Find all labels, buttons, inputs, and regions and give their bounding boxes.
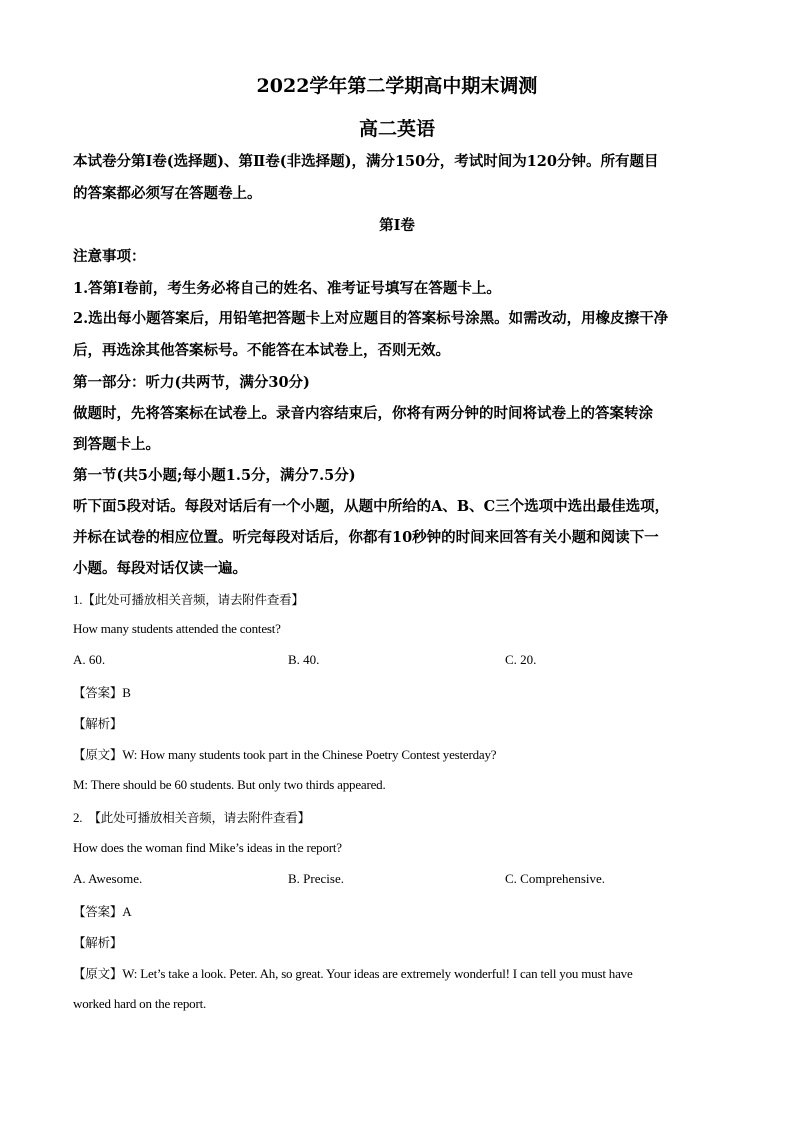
q2-answer-label: 【答案】 — [73, 904, 123, 919]
q1-question: How many students attended the contest? — [73, 621, 281, 636]
q2-answer: A — [122, 904, 132, 919]
part1-instruction-line-2: 到答题卡上。 — [73, 436, 160, 453]
q2-analysis-line — [73, 933, 733, 951]
q1-analysis-line — [73, 714, 733, 732]
section1-instruction-line-1: 听下面5段对话。每段对话后有一个小题，从题中所给的A、B、C三个选项中选出最佳选项， — [73, 498, 670, 515]
q2-original-text-1: W: Let’s take a look. Peter. Ah, so great. Your ideas are extremely wonderful! I can tell you must have — [122, 966, 633, 981]
q2-original-line-2: worked hard on the report. — [73, 996, 207, 1011]
q1-answer-label: 【答案】 — [73, 685, 123, 700]
q2-original-line-1 — [73, 964, 733, 982]
q2-analysis-label: 【解析】 — [73, 935, 123, 950]
section1-heading: 第一节(共5小题;每小题1.5分，满分7.5分) — [73, 467, 356, 484]
intro-line-1: 本试卷分第Ⅰ卷(选择题)、第Ⅱ卷(非选择题)，满分150分，考试时间为120分钟。所有题目 — [73, 153, 659, 170]
q1-original-text-1: W: How many students took part in the Chinese Poetry Contest yesterday? — [122, 747, 497, 762]
part1-instruction-line-1: 做题时，先将答案标在试卷上。录音内容结束后，你将有两分钟的时间将试卷上的答案转涂 — [73, 405, 653, 422]
q1-original-line-2: M: There should be 60 students. But only two thirds appeared. — [73, 777, 386, 792]
q1-original-label: 【原文】 — [73, 747, 123, 762]
q1-answer-line — [73, 683, 733, 701]
document-title: 2022学年第二学期高中期末调测 — [256, 75, 538, 97]
q2-audio-line — [73, 808, 733, 826]
notes-item-2-line-1: 2.选出每小题答案后，用铅笔把答题卡上对应题目的答案标号涂黑。如需改动，用橡皮擦干净 — [73, 310, 669, 327]
document-subtitle: 高二英语 — [358, 118, 435, 140]
volume-title: 第Ⅰ卷 — [379, 217, 415, 234]
q2-option-b: B. Precise. — [288, 871, 344, 886]
q1-option-c: C. 20. — [505, 652, 537, 667]
q1-audio-line — [73, 590, 733, 608]
q1-answer: B — [122, 685, 131, 700]
q1-analysis-label: 【解析】 — [73, 716, 123, 731]
q2-audio-note: 【此处可播放相关音频，请去附件查看】 — [88, 810, 310, 825]
q2-number: 2. — [73, 810, 83, 825]
q1-number: 1. — [73, 592, 83, 607]
q2-question: How does the woman find Mike’s ideas in the report? — [73, 840, 342, 855]
section1-instruction-line-3: 小题。每段对话仅读一遍。 — [73, 560, 247, 577]
intro-line-2: 的答案都必须写在答题卷上。 — [73, 185, 262, 202]
q2-option-c: C. Comprehensive. — [505, 871, 606, 886]
q1-original-line-1 — [73, 745, 733, 763]
notes-heading: 注意事项： — [73, 248, 146, 265]
q2-option-a: A. Awesome. — [73, 871, 143, 886]
part1-heading: 第一部分：听力(共两节，满分30分) — [73, 374, 310, 391]
q2-answer-line — [73, 902, 733, 920]
section1-instruction-line-2: 并标在试卷的相应位置。听完每段对话后，你都有10秒钟的时间来回答有关小题和阅读下一 — [73, 529, 659, 546]
q1-audio-note: 【此处可播放相关音频，请去附件查看】 — [82, 592, 304, 607]
q1-option-a: A. 60. — [73, 652, 106, 667]
notes-item-2-line-2: 后，再选涂其他答案标号。不能答在本试卷上，否则无效。 — [73, 342, 450, 359]
q2-original-label: 【原文】 — [73, 966, 123, 981]
notes-item-1: 1.答第Ⅰ卷前，考生务必将自己的姓名、准考证号填写在答题卡上。 — [73, 280, 501, 297]
q1-option-b: B. 40. — [288, 652, 320, 667]
